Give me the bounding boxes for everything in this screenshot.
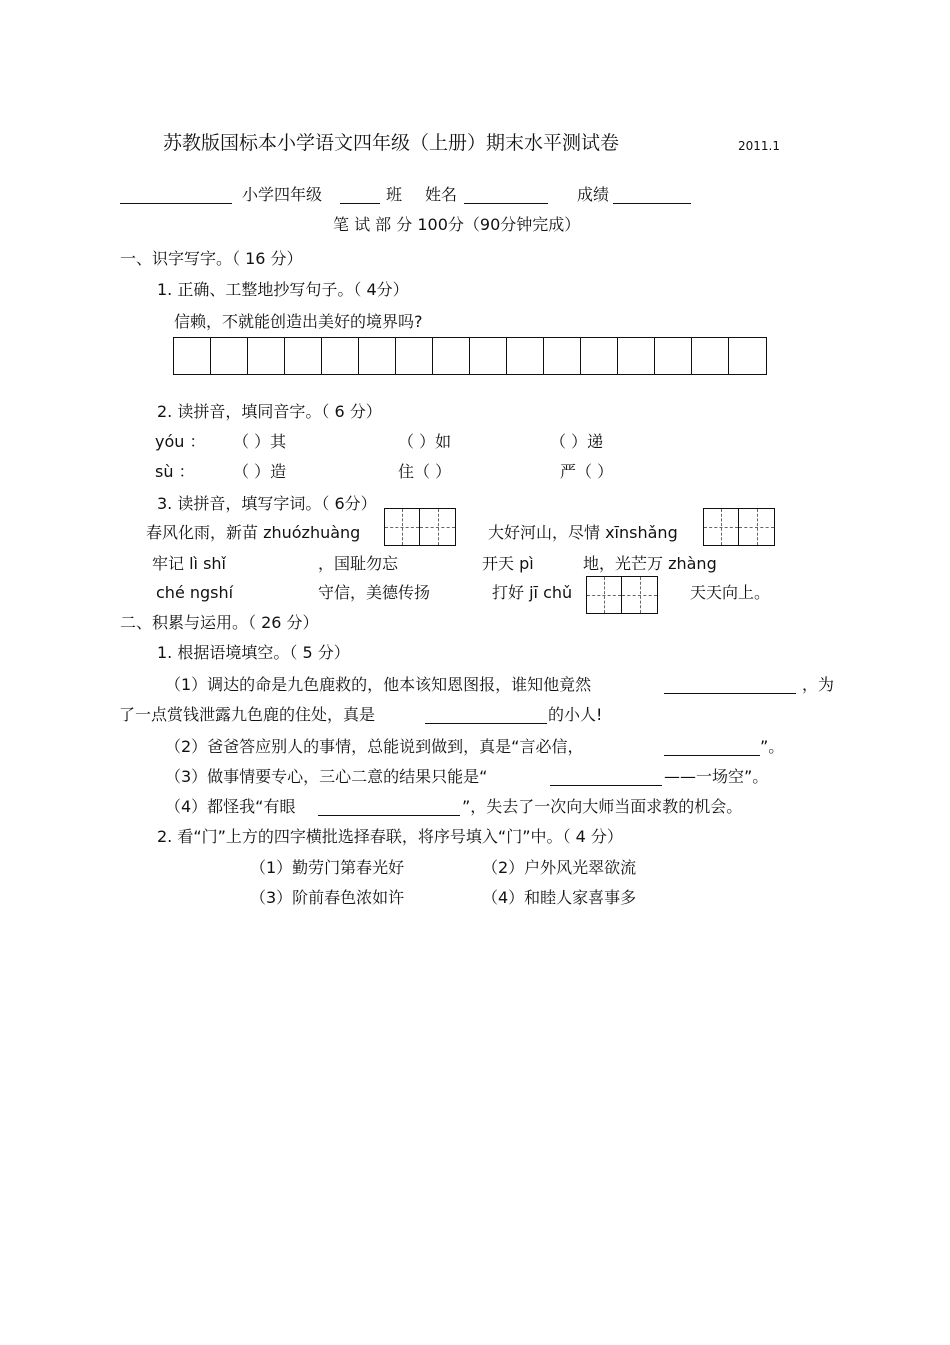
s2-q1-i4-b: ”，失去了一次向大师当面求教的机会。 — [462, 797, 743, 816]
q2-title: 2. 读拼音，填同音字。（ 6 分） — [157, 402, 382, 421]
tian-grid-zhuozhuang[interactable] — [384, 508, 456, 546]
tian-grid-jichu[interactable] — [586, 576, 658, 614]
s2-q2-o1: （1）勤劳门第春光好 — [250, 858, 405, 877]
s2-q1-i1-d: 的小人! — [548, 705, 603, 724]
q3-l3-d: 天天向上。 — [690, 583, 771, 602]
s2-q1-i2-a: （2）爸爸答应别人的事情，总能说到做到，真是“言必信， — [165, 737, 584, 756]
grid-cell[interactable] — [581, 338, 618, 374]
class-blank[interactable] — [340, 203, 380, 204]
blank-i2[interactable] — [664, 755, 760, 756]
q3-title: 3. 读拼音，填写字词。（ 6分） — [157, 494, 377, 513]
grid-cell[interactable] — [692, 338, 729, 374]
q1-title: 1. 正确、工整地抄写句子。（ 4分） — [157, 280, 409, 299]
q2-r2-a[interactable]: （ ）造 — [233, 462, 287, 481]
s2-q1-i1-b: ，为 — [802, 675, 835, 694]
q2-r1-a[interactable]: （ ）其 — [233, 432, 287, 451]
grid-cell[interactable] — [285, 338, 322, 374]
grid-cell[interactable] — [433, 338, 470, 374]
exam-title: 苏教版国标本小学语文四年级（上册）期末水平测试卷 — [163, 132, 620, 154]
s2-q1-i1-c: 了一点赏钱泄露九色鹿的住处，真是 — [119, 705, 376, 724]
q2-r1-b[interactable]: （ ）如 — [398, 432, 452, 451]
q3-l3-c: 打好 jī chǔ — [492, 583, 573, 602]
q3-l2-b: ，国耻勿忘 — [318, 554, 399, 573]
s2-q1-title: 1. 根据语境填空。（ 5 分） — [157, 643, 350, 662]
blank-i3[interactable] — [550, 785, 662, 786]
grid-cell[interactable] — [322, 338, 359, 374]
q3-l2-d: 地，光芒万 zhàng — [583, 554, 717, 573]
grid-cell[interactable] — [174, 338, 211, 374]
grid-cell[interactable] — [396, 338, 433, 374]
tian-grid-xinshang[interactable] — [703, 508, 775, 546]
score-blank[interactable] — [613, 203, 691, 204]
grid-cell[interactable] — [618, 338, 655, 374]
q3-l3-a: ché ngshí — [156, 583, 234, 602]
grid-cell[interactable] — [729, 338, 766, 374]
q2-r1-c[interactable]: （ ）递 — [550, 432, 604, 451]
section2-heading: 二、积累与运用。（ 26 分） — [120, 613, 319, 632]
s2-q2-o2: （2）户外风光翠欲流 — [482, 858, 637, 877]
score-label: 成绩 — [577, 185, 610, 204]
tian-cell[interactable] — [587, 577, 622, 613]
s2-q1-i1-a: （1）调达的命是九色鹿救的，他本该知恩图报，谁知他竟然 — [165, 675, 592, 694]
q3-l2-c: 开天 pì — [482, 554, 534, 573]
q3-l3-b: 守信，美德传扬 — [318, 583, 431, 602]
tian-cell[interactable] — [385, 509, 420, 545]
copy-grid[interactable] — [173, 337, 767, 375]
s2-q1-i3-a: （3）做事情要专心，三心二意的结果只能是“ — [165, 767, 488, 786]
grid-cell[interactable] — [507, 338, 544, 374]
q3-l1-a: 春风化雨，新苗 zhuózhuàng — [146, 523, 361, 542]
tian-cell[interactable] — [420, 509, 455, 545]
q1-sentence: 信赖，不就能创造出美好的境界吗? — [174, 312, 423, 331]
s2-q2-o3: （3）阶前春色浓如许 — [250, 888, 405, 907]
blank-i4[interactable] — [318, 815, 460, 816]
blank-i1a[interactable] — [664, 693, 796, 694]
exam-date: 2011.1 — [738, 139, 780, 153]
class-label: 班 — [386, 185, 403, 204]
q2-r2-c[interactable]: 严（ ） — [560, 462, 614, 481]
q3-l2-a: 牢记 lì shǐ — [152, 554, 226, 573]
grid-cell[interactable] — [248, 338, 285, 374]
school-label: 小学四年级 — [242, 185, 323, 204]
grid-cell[interactable] — [544, 338, 581, 374]
school-blank[interactable] — [120, 203, 232, 204]
grid-cell[interactable] — [211, 338, 248, 374]
grid-cell[interactable] — [470, 338, 507, 374]
name-blank[interactable] — [464, 203, 548, 204]
grid-cell[interactable] — [655, 338, 692, 374]
q2-r2-pinyin: sù ： — [155, 462, 195, 481]
s2-q1-i2-b: ”。 — [760, 737, 785, 756]
section1-heading: 一、识字写字。（ 16 分） — [120, 249, 303, 268]
s2-q1-i3-b: ——一场空”。 — [664, 767, 769, 786]
tian-cell[interactable] — [622, 577, 657, 613]
blank-i1b[interactable] — [425, 723, 547, 724]
tian-cell[interactable] — [704, 509, 739, 545]
subtitle: 笔 试 部 分 100分（90分钟完成） — [333, 215, 581, 234]
s2-q1-i4-a: （4）都怪我“有眼 — [165, 797, 296, 816]
q2-r2-b[interactable]: 住（ ） — [398, 462, 452, 481]
q3-l1-b: 大好河山，尽情 xīnshǎng — [488, 523, 678, 542]
q2-r1-pinyin: yóu ： — [155, 432, 206, 451]
grid-cell[interactable] — [359, 338, 396, 374]
s2-q2-title: 2. 看“门”上方的四字横批选择春联，将序号填入“门”中。（ 4 分） — [157, 827, 623, 846]
name-label: 姓名 — [425, 185, 458, 204]
tian-cell[interactable] — [739, 509, 774, 545]
s2-q2-o4: （4）和睦人家喜事多 — [482, 888, 637, 907]
